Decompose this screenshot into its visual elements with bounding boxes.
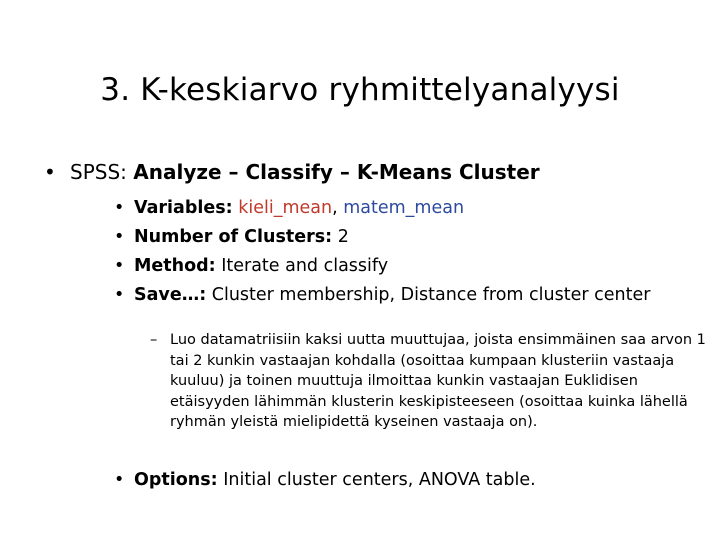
list-item-method [112,252,692,281]
list-item-options [112,466,692,495]
note-item [150,330,720,433]
options-value: Initial cluster centers, ANOVA table. [217,470,536,490]
list-item-clusters [112,223,692,252]
bullet-dot-icon: • [114,470,125,490]
save-label: Save…: [134,285,207,305]
list-item-variables [112,194,692,223]
bullet-dot-icon: • [114,227,125,247]
clusters-value: 2 [332,227,349,247]
variable-separator: , [332,198,344,218]
sub-bullet-list [112,194,692,310]
list-item-save [112,281,692,310]
method-value: Iterate and classify [215,256,389,276]
bullet-dot-icon: • [114,198,125,218]
variable-kieli: kieli_mean [232,198,333,218]
bullet-dot-icon: • [114,285,125,305]
dash-icon: – [150,332,158,348]
bullet-dot-icon: • [114,256,125,276]
main-bullet-prefix: SPSS: [70,160,134,184]
variables-label: Variables: [134,198,233,218]
variable-matem: matem_mean [343,198,465,218]
main-bullet-menu-path: Analyze – Classify – K-Means Cluster [133,160,540,184]
slide-title: 3. K-keskiarvo ryhmittelyanalyysi [100,72,620,108]
bullet-dot-icon: • [44,160,56,184]
method-label: Method: [134,256,216,276]
main-bullet [44,160,540,184]
options-list [112,466,692,495]
note-text: Luo datamatriisiin kaksi uutta muuttujaa, joista ensimmäinen saa arvon 1 tai 2 kunkin vastaajan kohdalla (osoittaa kumpaan klusteriin vastaaja kuuluu) ja toinen muuttuja ilmoittaa kunkin vastaajan Euklidisen etäisyyden lähimmän klusterin keskipisteeseen (osoittaa kuinka lähellä ryhmän yleistä mielipidettä kyseinen vastaaja on). [170,332,706,430]
clusters-label: Number of Clusters: [134,227,333,247]
options-label: Options: [134,470,218,490]
save-value: Cluster membership, Distance from cluster center [206,285,651,305]
